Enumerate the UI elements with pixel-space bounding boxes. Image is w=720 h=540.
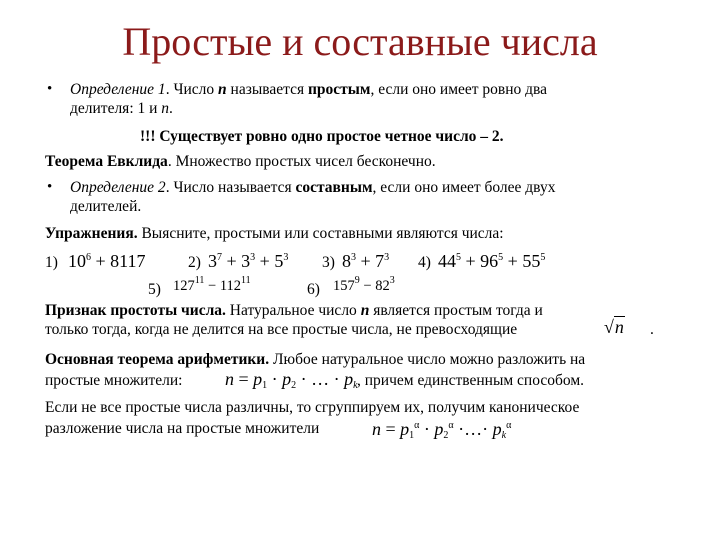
sqrt-n-formula: √n: [604, 317, 624, 337]
theorem-label: Теорема Евклида: [45, 153, 168, 170]
fundamental-line-2b: , причем единственным способом.: [357, 372, 585, 389]
exercise-3-expression: $8^3 + 7^3$: [342, 251, 390, 271]
fundamental-line-2a: простые множители:: [45, 372, 183, 389]
slide-title: Простые и составные числа: [122, 19, 598, 64]
definition-2-line-2: делителей.: [70, 198, 142, 215]
canonical-line-2: разложение числа на простые множители: [45, 420, 320, 437]
canonical-line-1: Если не все простые числа различны, то сгруппируем их, получим каноническое: [45, 399, 580, 416]
bullet: •: [47, 179, 53, 195]
fundamental-line-1: Основная теорема арифметики. Любое натуральное число можно разложить на: [45, 351, 586, 368]
exercise-6-expression: $157^9 - 82^3$: [333, 275, 395, 294]
exercise-number: 5): [148, 281, 161, 298]
canonical-formula: $n = p_1^\alpha \cdot p_2^\alpha$ ·…· $p_k^\alpha$: [372, 419, 512, 441]
exercise-2-expression: $3^7 + 3^3 + 5^3$: [208, 251, 289, 271]
fundamental-label: Основная теорема арифметики.: [45, 351, 270, 368]
factorization-formula: $n = p_1 \cdot p_2$ · … · $p_k$: [225, 369, 358, 391]
term-composite: составным: [295, 179, 373, 196]
criterion-line-2: только тогда, когда не делится на все простые числа, не превосходящие: [45, 321, 518, 338]
criterion-label: Признак простоты числа.: [45, 302, 226, 319]
exercise-4-expression: $44^5 + 96^5 + 55^5$: [438, 251, 546, 271]
term-prime: простым: [307, 81, 371, 98]
note-even-prime: !!! Существует ровно одно простое четное число – 2.: [140, 128, 504, 145]
exercise-number: 1): [45, 254, 58, 271]
bullet: •: [47, 81, 53, 97]
exercise-1-expression: $10^6 + 8117$: [68, 251, 146, 271]
definition-1-line-1: Определение 1. Число n называется простым, если оно имеет ровно два: [70, 81, 548, 98]
exercise-number: 3): [322, 254, 335, 271]
euclid-theorem: Теорема Евклида. Множество простых чисел бесконечно.: [45, 153, 436, 170]
definition-1-line-2: делителя: 1 и n.: [70, 100, 173, 117]
period: .: [650, 321, 654, 338]
exercise-number: 2): [188, 254, 201, 271]
exercise-5-expression: $127^{11} - 112^{11}$: [173, 275, 251, 294]
definition-1-label: Определение 1: [70, 81, 166, 98]
exercise-number: 6): [307, 281, 320, 298]
exercises-label: Упражнения.: [45, 225, 138, 242]
criterion-line-1: Признак простоты числа. Натуральное число n является простым тогда и: [45, 302, 543, 319]
definition-2-label: Определение 2: [70, 179, 166, 196]
exercise-number: 4): [418, 254, 431, 271]
definition-2-line-1: Определение 2. Число называется составным, если оно имеет более двух: [70, 179, 556, 196]
exercises-intro: Упражнения. Выясните, простыми или составными являются числа:: [45, 225, 504, 242]
